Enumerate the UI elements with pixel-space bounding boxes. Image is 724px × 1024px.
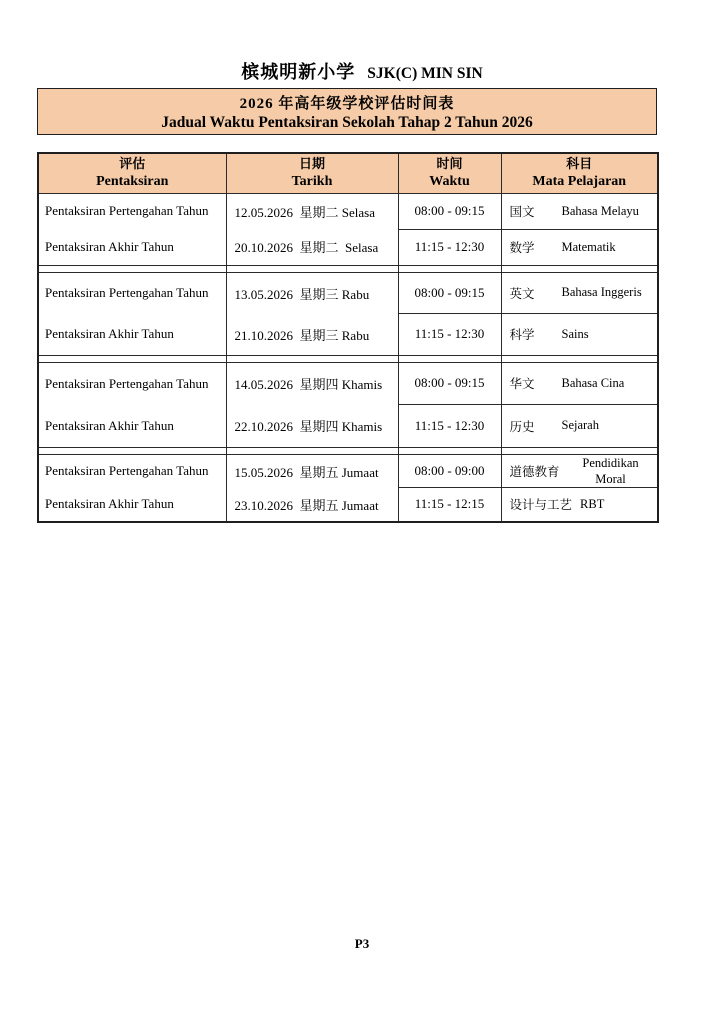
- date-label: 12.05.2026 星期二 Selasa: [234, 204, 375, 220]
- timetable-banner: [37, 88, 657, 135]
- subject-cell: [501, 313, 658, 355]
- assessment-cell: [38, 272, 226, 355]
- assessment-label: Pentaksiran Pertengahan Tahun: [45, 285, 209, 300]
- subject-cell: [501, 362, 658, 404]
- school-title-en: SJK(C) MIN SIN: [367, 65, 483, 82]
- time-cell: 11:15 - 12:15: [398, 488, 501, 522]
- subject-name-cn: 国文: [509, 205, 535, 219]
- time-cell: 08:00 - 09:15: [398, 272, 501, 313]
- assessment-timetable: [37, 152, 659, 523]
- assessment-cell: [38, 193, 226, 265]
- header-time-latin: Waktu: [429, 173, 470, 189]
- time-cell: 08:00 - 09:15: [398, 362, 501, 404]
- subject-name-cn: 道德教育: [509, 464, 560, 479]
- subject-name-latin: Sains: [561, 326, 589, 341]
- header-date-cn: 日期: [298, 156, 325, 172]
- subject-cell: [501, 454, 658, 488]
- spacer-row: [38, 447, 658, 454]
- subject-name-latin: Matematik: [561, 239, 616, 254]
- subject-name-cn: 华文: [509, 377, 535, 391]
- subject-name-latin: Bahasa Cina: [561, 375, 625, 390]
- date-label: 22.10.2026 星期四 Khamis: [234, 419, 383, 434]
- subject-name-latin: Sejarah: [561, 418, 599, 432]
- subject-cell: [501, 488, 658, 522]
- date-cell: [226, 362, 398, 447]
- date-cell: [226, 193, 398, 265]
- banner-title-cn: 2026 年高年级学校评估时间表: [239, 95, 455, 112]
- assessment-label: Pentaksiran Pertengahan Tahun: [45, 375, 209, 391]
- assessment-label: Pentaksiran Pertengahan Tahun: [45, 463, 209, 478]
- assessment-label: Pentaksiran Pertengahan Tahun: [45, 203, 209, 219]
- assessment-label: Pentaksiran Akhir Tahun: [45, 496, 174, 511]
- date-label: 14.05.2026 星期四 Khamis: [234, 377, 383, 392]
- time-cell: 11:15 - 12:30: [398, 229, 501, 265]
- table-header-row: [38, 153, 658, 193]
- school-title: [0, 58, 724, 84]
- subject-cell: [501, 404, 658, 447]
- spacer-row: [38, 355, 658, 362]
- time-cell: 08:00 - 09:15: [398, 193, 501, 229]
- subject-name-cn: 英文: [509, 286, 535, 301]
- assessment-label: Pentaksiran Akhir Tahun: [45, 326, 174, 341]
- date-cell: [226, 454, 398, 522]
- table-row: [38, 272, 658, 313]
- assessment-label: Pentaksiran Akhir Tahun: [45, 417, 174, 433]
- assessment-label: Pentaksiran Akhir Tahun: [45, 238, 174, 254]
- header-cell-assessment: [38, 153, 226, 193]
- page-number: P3: [354, 936, 370, 951]
- subject-name-latin: RBT: [580, 496, 605, 511]
- assessment-cell: [38, 362, 226, 447]
- header-assessment-latin: Pentaksiran: [96, 173, 169, 189]
- subject-name-cn: 历史: [509, 419, 535, 434]
- subject-cell: [501, 272, 658, 313]
- subject-cell: [501, 193, 658, 229]
- date-label: 21.10.2026 星期三 Rabu: [234, 327, 370, 343]
- header-assessment-cn: 评估: [119, 156, 146, 172]
- header-cell-subject: [501, 153, 658, 193]
- header-cell-date: [226, 153, 398, 193]
- assessment-cell: [38, 454, 226, 522]
- banner-title-ms: Jadual Waktu Pentaksiran Sekolah Tahap 2 Tahun 2026: [161, 113, 533, 131]
- header-subject-latin: Mata Pelajaran: [532, 173, 627, 189]
- date-label: 15.05.2026 星期五 Jumaat: [234, 464, 379, 480]
- table-row: [38, 193, 658, 229]
- header-cell-time: [398, 153, 501, 193]
- date-label: 23.10.2026 星期五 Jumaat: [234, 497, 379, 513]
- date-label: 13.05.2026 星期三 Rabu: [234, 286, 370, 302]
- subject-name-latin: Pendidikan Moral: [582, 455, 639, 486]
- header-time-cn: 时间: [436, 156, 463, 172]
- table-row: [38, 362, 658, 404]
- subject-name-cn: 数学: [509, 241, 535, 255]
- header-date-latin: Tarikh: [291, 173, 333, 189]
- subject-name-cn: 科学: [509, 328, 535, 342]
- subject-cell: [501, 229, 658, 265]
- table-row: [38, 454, 658, 488]
- subject-name-latin: Bahasa Melayu: [561, 203, 639, 218]
- spacer-row: [38, 265, 658, 272]
- header-subject-cn: 科目: [566, 156, 593, 172]
- subject-name-latin: Bahasa Inggeris: [561, 285, 642, 299]
- time-cell: 11:15 - 12:30: [398, 404, 501, 447]
- date-cell: [226, 272, 398, 355]
- date-label: 20.10.2026 星期二 Selasa: [234, 240, 379, 256]
- subject-name-cn: 设计与工艺: [509, 498, 573, 513]
- time-cell: 11:15 - 12:30: [398, 313, 501, 355]
- time-cell: 08:00 - 09:00: [398, 454, 501, 488]
- school-title-cn: 槟城明新小学: [241, 62, 356, 82]
